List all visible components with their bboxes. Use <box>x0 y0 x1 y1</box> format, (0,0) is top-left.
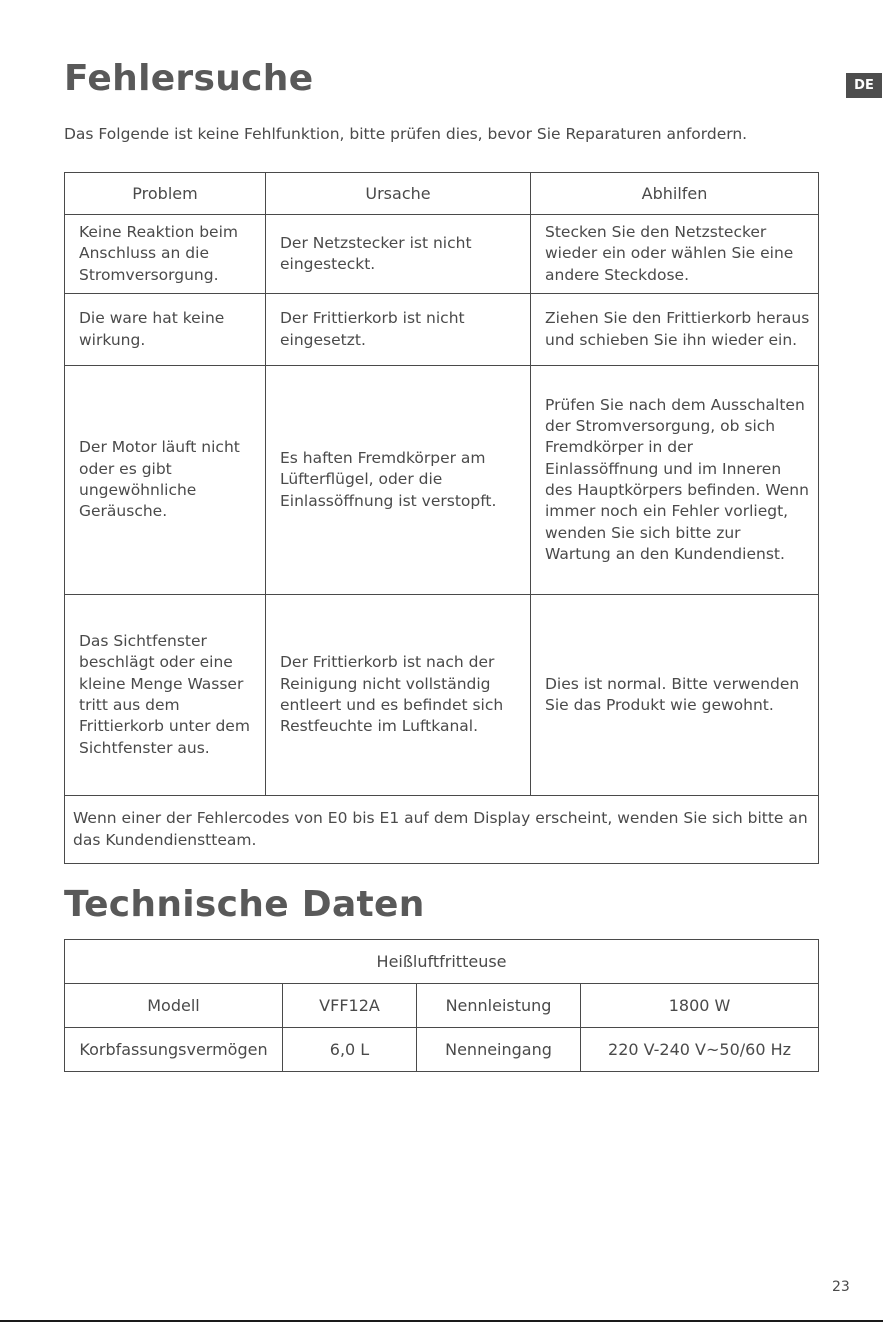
error-code-note: Wenn einer der Fehlercodes von E0 bis E1 auf dem Display erscheint, wenden Sie sich bitte an das Kundendienstteam. <box>65 796 819 864</box>
cause-cell: Der Frittierkorb ist nicht eingesetzt. <box>266 294 531 366</box>
spec-value: VFF12A <box>283 984 417 1028</box>
troubleshooting-title: Fehlersuche <box>64 58 314 99</box>
spec-value: 220 V-240 V~50/60 Hz <box>581 1028 819 1072</box>
spec-label: Korbfassungsvermögen <box>65 1028 283 1072</box>
specs-product-row <box>65 940 819 984</box>
spec-label: Nennleistung <box>417 984 581 1028</box>
table-row <box>65 215 819 294</box>
remedy-cell: Stecken Sie den Netzstecker wieder ein oder wählen Sie eine andere Steckdose. <box>531 215 819 294</box>
header-remedy: Abhilfen <box>531 173 819 215</box>
remedy-cell: Ziehen Sie den Frittierkorb heraus und schieben Sie ihn wieder ein. <box>531 294 819 366</box>
remedy-cell: Dies ist normal. Bitte verwenden Sie das Produkt wie gewohnt. <box>531 595 819 796</box>
table-row <box>65 595 819 796</box>
problem-cell: Keine Reaktion beim Anschluss an die Stromversorgung. <box>65 215 266 294</box>
remedy-cell: Prüfen Sie nach dem Ausschalten der Stromversorgung, ob sich Fremdkörper in der Einlassöffnung und im Inneren des Hauptkörpers befinden. Wenn immer noch ein Fehler vorliegt, wenden Sie sich bitte zur Wartung an den Kundendienst. <box>531 366 819 595</box>
product-name: Heißluftfritteuse <box>65 940 819 984</box>
page-number: 23 <box>832 1279 850 1295</box>
note-row <box>65 796 819 864</box>
troubleshooting-intro: Das Folgende ist keine Fehlfunktion, bitte prüfen dies, bevor Sie Reparaturen anfordern. <box>64 125 748 143</box>
problem-cell: Der Motor läuft nicht oder es gibt ungewöhnliche Geräusche. <box>65 366 266 595</box>
spec-value: 6,0 L <box>283 1028 417 1072</box>
cause-cell: Der Netzstecker ist nicht eingesteckt. <box>266 215 531 294</box>
cause-cell: Es haften Fremdkörper am Lüfterflügel, oder die Einlassöffnung ist verstopft. <box>266 366 531 595</box>
spec-label: Modell <box>65 984 283 1028</box>
table-header-row <box>65 173 819 215</box>
table-row <box>65 1028 819 1072</box>
cause-cell: Der Frittierkorb ist nach der Reinigung nicht vollständig entleert und es befindet sich Restfeuchte im Luftkanal. <box>266 595 531 796</box>
language-tab: DE <box>846 73 882 98</box>
spec-label: Nenneingang <box>417 1028 581 1072</box>
table-row <box>65 366 819 595</box>
problem-cell: Die ware hat keine wirkung. <box>65 294 266 366</box>
specs-title: Technische Daten <box>64 884 425 925</box>
header-problem: Problem <box>65 173 266 215</box>
table-row <box>65 984 819 1028</box>
specs-table <box>64 939 819 1072</box>
header-cause: Ursache <box>266 173 531 215</box>
bottom-rule <box>0 1320 883 1322</box>
troubleshooting-table <box>64 172 819 864</box>
spec-value: 1800 W <box>581 984 819 1028</box>
problem-cell: Das Sichtfenster beschlägt oder eine kleine Menge Wasser tritt aus dem Frittierkorb unter dem Sichtfenster aus. <box>65 595 266 796</box>
table-row <box>65 294 819 366</box>
